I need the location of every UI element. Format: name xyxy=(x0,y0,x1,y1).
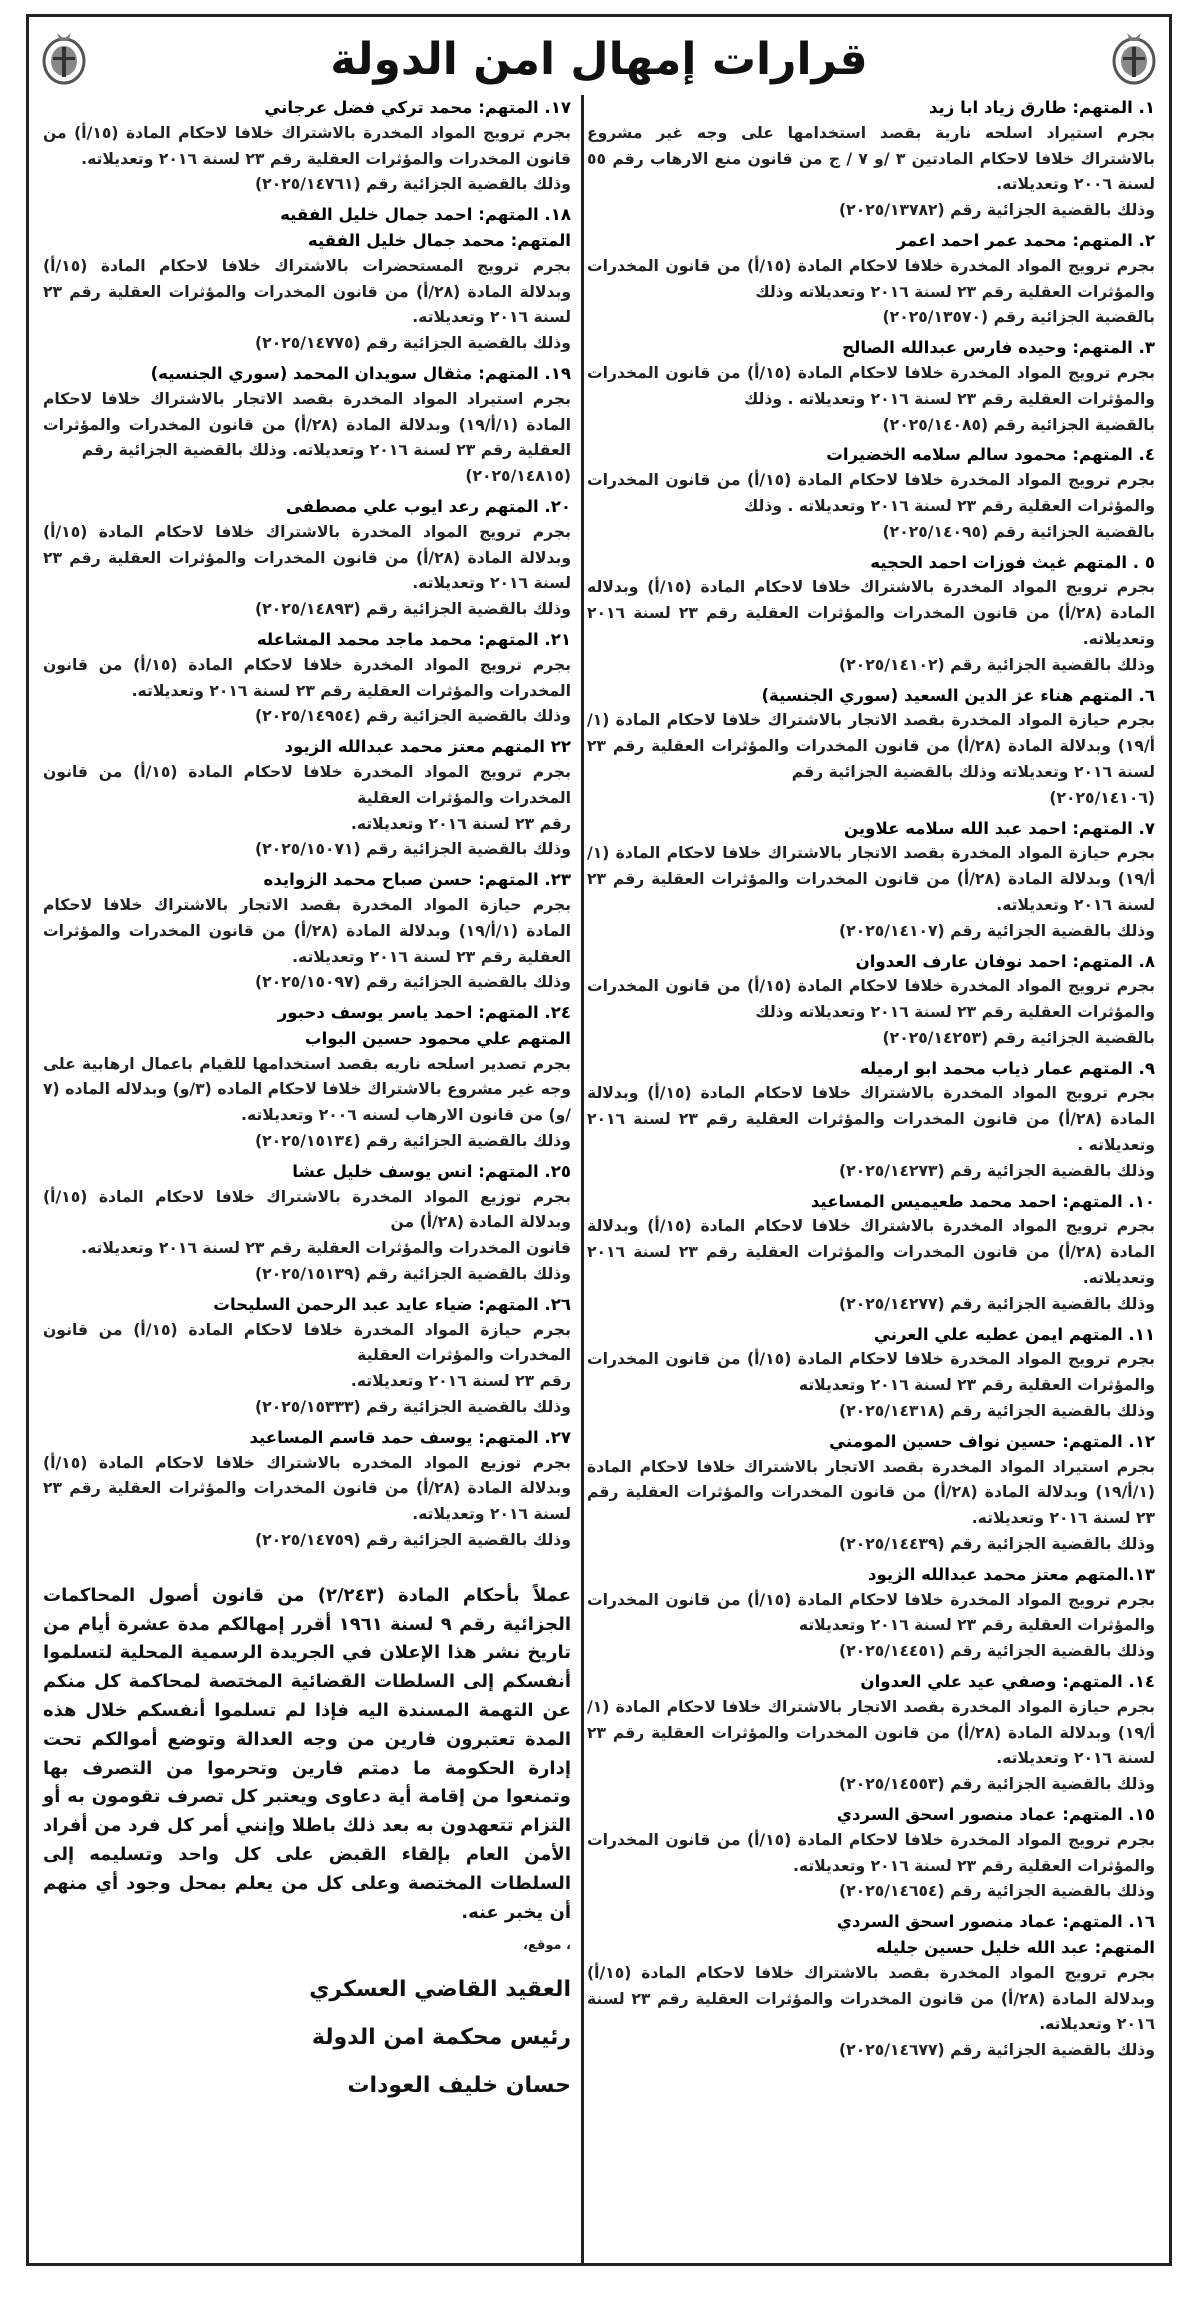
accused-entry xyxy=(587,1909,1155,2064)
case-number: بالقضية الجزائية رقم (٢٠٢٥/١٤٠٨٥) xyxy=(882,415,1155,434)
case-number: وذلك بالقضية الجزائية رقم (٢٠٢٥/١٤١٠٢) xyxy=(839,655,1155,674)
accused-name: ١٩. المتهم: مثقال سويدان المحمد (سوري الجنسيه) xyxy=(150,363,571,383)
charge-text: قانون المخدرات والمؤثرات العقلية رقم ٢٣ لسنة ٢٠١٦ وتعديلاته. xyxy=(81,1239,571,1258)
accused-entry xyxy=(587,335,1155,438)
case-number: وذلك بالقضية الجزائية رقم (٢٠٢٥/١٥٠٩٧) xyxy=(255,973,571,992)
co-accused-name: المتهم: عبد الله خليل حسين جليله xyxy=(876,1937,1155,1957)
court-emblem-icon xyxy=(1109,29,1159,87)
case-number: وذلك بالقضية الجزائية رقم (٢٠٢٥/١٤١٠٧) xyxy=(839,921,1155,940)
charge-text: بجرم توزيع المواد المخدرة بالاشتراك خلافا لاحكام المادة (١٥/أ) وبدلالة المادة (٢٨/أ) من xyxy=(43,1187,571,1232)
charge-text: بجرم ترويج المواد المخدرة خلافا لاحكام المادة (١٥/أ) من قانون المخدرات والمؤثرات العقلية رقم ٢٣ لسنة ٢٠١٦ وتعديلاته xyxy=(587,1350,1156,1395)
case-number: وذلك بالقضية الجزائية رقم (٢٠٢٥/١٥١٣٤) xyxy=(255,1132,571,1151)
charge-text: رقم ٢٣ لسنة ٢٠١٦ وتعديلاته. xyxy=(350,814,571,833)
accused-entry xyxy=(587,442,1155,545)
accused-name: ١٦. المتهم: عماد منصور اسحق السردي xyxy=(836,1912,1155,1932)
charge-text: بجرم ترويج المواد المخدرة خلافا لاحكام المادة (١٥/أ) من قانون المخدرات والمؤثرات العقلية رقم ٢٣ لسنة ٢٠١٦ وتعديلاته وذلك xyxy=(587,256,1156,301)
case-number: وذلك بالقضية الجزائية رقم (٢٠٢٥/١٣٧٨٢) xyxy=(839,201,1155,220)
case-number: (٢٠٢٥/١٤٨١٥) xyxy=(465,467,571,486)
accused-name: ٢٣. المتهم: حسن صباح محمد الزوايده xyxy=(263,870,571,890)
charge-text: بجرم استيراد المواد المخدرة بقصد الاتجار بالاشتراك خلافا لاحكام المادة (١/أ/١٩) وبدلالة المادة (٢٨/أ) من قانون المخدرات والمؤثرات العقلية رقم ٢٣ لسنة ٢٠١٦ وتعديلاته. xyxy=(587,1457,1155,1528)
charge-text: بجرم ترويج المواد المخدرة بقصد بالاشتراك خلافا لاحكام المادة (١٥/أ) وبدلالة المادة (٢٨/أ) من قانون المخدرات والمؤثرات العقلية رقم ٢٣ لسنة ٢٠١٦ وتعديلاته. xyxy=(587,1963,1155,2034)
accused-entry xyxy=(43,734,571,863)
accused-name: ٢. المتهم: محمد عمر احمد اعمر xyxy=(896,230,1155,250)
case-number: وذلك بالقضية الجزائية رقم (٢٠٢٥/١٤٢٧٧) xyxy=(839,1294,1155,1313)
signature-name: حسان خليف العودات xyxy=(347,2072,571,2098)
charge-text: بجرم حيازة المواد المخدرة بقصد الاتجار بالاشتراك خلافا لاحكام المادة (١/أ/١٩) وبدلالة المادة (٢٨/أ) من قانون المخدرات والمؤثرات العقلية رقم ٢٣ لسنة ٢٠١٦ وتعديلاته وذلك بالقضية الجزائية رقم xyxy=(587,711,1155,781)
case-number: بالقضية الجزائية رقم (٢٠٢٥/١٣٥٧٠) xyxy=(882,308,1155,327)
case-number: وذلك بالقضية الجزائية رقم (٢٠٢٥/١٥٣٣٣) xyxy=(255,1398,571,1417)
accused-name: ١٤. المتهم: وصفي عيد علي العدوان xyxy=(860,1672,1155,1692)
accused-entry xyxy=(43,627,571,730)
accused-name: ٢٧. المتهم: يوسف حمد قاسم المساعيد xyxy=(249,1427,571,1447)
co-accused-name: المتهم علي محمود حسين البواب xyxy=(304,1028,571,1048)
charge-text: بجرم ترويج المواد المخدرة خلافا لاحكام المادة (١٥/أ) من قانون المخدرات والمؤثرات العقلية رقم ٢٣ لسنة ٢٠١٦ وتعديلاته. xyxy=(43,655,571,700)
charge-text: بجرم ترويج المواد المخدرة خلافا لاحكام المادة (١٥/أ) من قانون المخدرات والمؤثرات العقلية رقم ٢٣ لسنة ٢٠١٦ وتعديلاته . وذلك xyxy=(587,471,1156,515)
accused-name: ٦. المتهم هناء عز الدين السعيد (سوري الجنسية) xyxy=(761,685,1155,705)
charge-text: بجرم ترويج المواد المخدرة خلافا لاحكام المادة (١٥/أ) من قانون المخدرات والمؤثرات العقلية رقم ٢٣ لسنة ٢٠١٦ وتعديلاته وذلك xyxy=(587,977,1156,1022)
accused-name: ١٧. المتهم: محمد تركي فضل عرجاني xyxy=(264,98,571,117)
charge-text: بجرم ترويج المواد المخدرة بالاشتراك خلافا لاحكام المادة (١٥/أ) وبدلاله المادة (٢٨/أ) من قانون المخدرات والمؤثرات العقلية رقم ٢٣ لسنة ٢٠١٦ وتعديلاته. xyxy=(587,578,1156,648)
case-number: وذلك بالقضية الجزائية رقم (٢٠٢٥/١٤٨٩٣) xyxy=(255,600,571,619)
accused-name: ٢١. المتهم: محمد ماجد محمد المشاعله xyxy=(256,629,571,649)
charge-text: بجرم ترويج المواد المخدرة خلافا لاحكام المادة (١٥/أ) من قانون المخدرات والمؤثرات العقلية رقم ٢٣ لسنة ٢٠١٦ وتعديلاته. xyxy=(587,1830,1156,1875)
accused-name: ٣. المتهم: وحيده فارس عبدالله الصالح xyxy=(842,338,1155,358)
signed-label: ، موقع، xyxy=(523,1938,571,1954)
charge-text: بجرم ترويج المواد المخدرة بالاشتراك خلافا لاحكام المادة (١٥/أ) وبدلالة المادة (٢٨/أ) من قانون المخدرات والمؤثرات العقلية رقم ٢٣ لسنة ٢٠١٦ وتعديلاته. xyxy=(43,522,572,593)
accused-name: ٢٦. المتهم: ضياء عايد عبد الرحمن السليحات xyxy=(213,1294,571,1314)
charge-text: بجرم توزيع المواد المخدره بالاشتراك خلافا لاحكام المادة (١٥/أ) وبدلالة المادة (٢٨/أ) من قانون المخدرات والمؤثرات العقلية رقم ٢٣ لسنة ٢٠١٦ وتعديلاته. xyxy=(43,1453,572,1524)
case-number: وذلك بالقضية الجزائية رقم (٢٠٢٥/١٥٠٧١) xyxy=(255,840,571,859)
case-number: وذلك بالقضية الجزائية رقم (٢٠٢٥/١٤٤٣٩) xyxy=(839,1535,1155,1554)
case-number: وذلك بالقضية الجزائية رقم (٢٠٢٥/١٤٦٥٤) xyxy=(839,1882,1155,1901)
page-title: قرارات إمهال امن الدولة xyxy=(330,33,868,85)
charge-text: بجرم ترويج المواد المخدرة خلافا لاحكام المادة (١٥/أ) من قانون المخدرات والمؤثرات العقلية رقم ٢٣ لسنة ٢٠١٦ وتعديلاته . وذلك xyxy=(587,363,1156,408)
accused-entry xyxy=(43,1000,571,1155)
notice-paragraph: عملاً بأحكام المادة (٢/٢٤٣) من قانون أصول المحاكمات الجزائية رقم ٩ لسنة ١٩٦١ أقرر إمهالكم مدة عشرة أيام من تاريخ نشر هذا الإعلان في الجريدة الرسمية المحلية لتسلموا أنفسكم إلى السلطات القضائية المختصة لمحاكمة كل منكم عن التهمة المسندة اليه فإذا لم تسلموا أنفسكم خلال هذه المدة تعتبرون فارين من وجه العدالة وتوضع أموالكم تحت إدارة الحكومة ما دمتم فارين وتحرموا من التصرف بها وتمنعوا من إقامة أية دعاوى ويعتبر كل تصرف تقومون به أو التزام تتعهدون به بعد ذلك باطلا وإنني أمر كل فرد من أفراد الأمن العام بإلقاء القبض على كل واحد وتسليمه إلى السلطات المختصة وعلى كل من يعلم بمحل وجود أي منهم أن يخبر عنه. xyxy=(43,1584,572,1923)
accused-entry xyxy=(43,1292,571,1421)
column-divider xyxy=(581,95,584,2263)
court-emblem-icon xyxy=(39,29,89,87)
announcement-header xyxy=(29,17,1169,95)
case-number: وذلك بالقضية الجزائية رقم (٢٠٢٥/١٤٥٥٣) xyxy=(839,1775,1155,1794)
charge-text: بجرم حيازة المواد المخدرة خلافا لاحكام المادة (١٥/أ) من قانون المخدرات والمؤثرات العقلية xyxy=(43,1320,571,1365)
charge-text: بجرم ترويج المواد المخدرة بالاشتراك خلافا لاحكام المادة (١٥/أ) وبدلالة المادة (٢٨/أ) من قانون المخدرات والمؤثرات العقلية رقم ٢٣ لسنة ٢٠١٦ وتعديلاته. xyxy=(587,1217,1156,1288)
accused-entry xyxy=(587,1189,1155,1318)
accused-entry xyxy=(587,228,1155,331)
accused-name: ٢٥. المتهم: انس يوسف خليل عشا xyxy=(292,1161,571,1181)
accused-entry xyxy=(587,1562,1155,1665)
charge-text: بجرم ترويج المواد المخدرة بالاشتراك خلافا لاحكام المادة (١٥/أ) وبدلالة المادة (٢٨/أ) من قانون المخدرات والمؤثرات العقلية رقم ٢٣ لسنة ٢٠١٦ وتعديلاته . xyxy=(587,1084,1156,1155)
charge-text: بجرم ترويج المواد المخدرة خلافا لاحكام المادة (١٥/أ) من قانون المخدرات والمؤثرات العقلية رقم ٢٣ لسنة ٢٠١٦ وتعديلاته xyxy=(587,1590,1156,1635)
charge-text: بجرم حيازة المواد المخدرة بقصد الاتجار بالاشتراك خلافا لاحكام المادة (١/أ/١٩) وبدلالة المادة (٢٨/أ) من قانون المخدرات والمؤثرات العقلية رقم ٢٣ لسنة ٢٠١٦ وتعديلاته. xyxy=(587,844,1155,914)
accused-name: ٧. المتهم: احمد عبد الله سلامه علاوين xyxy=(844,818,1155,838)
accused-entry xyxy=(587,95,1155,224)
charge-text: بجرم حيازة المواد المخدرة بقصد الاتجار بالاشتراك خلافا لاحكام المادة (١/أ/١٩) وبدلالة المادة (٢٨/أ) من قانون المخدرات والمؤثرات العقلية رقم ٢٣ لسنة ٢٠١٦ وتعديلاته. xyxy=(587,1697,1155,1768)
charge-text: بجرم استيراد المواد المخدرة بقصد الاتجار بالاشتراك خلافا لاحكام المادة (١/أ/١٩) وبدلالة المادة (٢٨/أ) من قانون المخدرات والمؤثرات العقلية رقم ٢٣ لسنة ٢٠١٦ وتعديلاته. وذلك بالقضية الجزائية رقم xyxy=(43,389,571,460)
case-number: وذلك بالقضية الجزائية رقم (٢٠٢٥/١٤٦٧٧) xyxy=(839,2041,1155,2060)
accused-entry xyxy=(587,1056,1155,1185)
case-number: بالقضية الجزائية رقم (٢٠٢٥/١٤٢٥٣) xyxy=(882,1028,1155,1047)
accused-name: ١٣.المتهم معتز محمد عبدالله الزيود xyxy=(868,1564,1155,1584)
accused-name: ١٢. المتهم: حسين نواف حسين المومني xyxy=(829,1431,1155,1451)
accused-entry xyxy=(587,816,1155,945)
accused-entry xyxy=(587,949,1155,1052)
announcement-frame xyxy=(26,14,1172,2266)
accused-name: ٢٠. المتهم رعد ايوب علي مصطفى xyxy=(285,496,571,516)
accused-name: ٨. المتهم: احمد نوفان عارف العدوان xyxy=(855,951,1155,971)
charge-text: بجرم استيراد اسلحه نارية بقصد استخدامها على وجه غير مشروع بالاشتراك خلافا لاحكام المادتين ٣ /و ٧ / ج من قانون منع الارهاب رقم ٥٥ لسنة ٢٠٠٦ وتعديلاته. xyxy=(587,123,1155,194)
charge-text: بجرم تصدير اسلحه ناريه بقصد استخدامها للقيام باعمال ارهابية على وجه غير مشروع بالاشتراك خلافا لاحكام الماده (٣/و) وبدلاله الماده (٧ /و) من قانون الارهاب لسنه ٢٠٠٦ وتعديلاته. xyxy=(43,1054,571,1125)
left-column xyxy=(43,95,571,2121)
accused-name: ١٥. المتهم: عماد منصور اسحق السردي xyxy=(836,1805,1155,1824)
signature-rank: العقيد القاضي العسكري xyxy=(309,1977,571,2003)
accused-name: ٢٢ المتهم معتز محمد عبدالله الزيود xyxy=(284,737,571,757)
co-accused-name: المتهم: محمد جمال خليل الفقيه xyxy=(307,230,571,250)
case-number: وذلك بالقضية الجزائية رقم (٢٠٢٥/١٤٧٦١) xyxy=(255,175,571,194)
accused-name: ٥ . المتهم غيث فوزات احمد الحجيه xyxy=(870,552,1155,572)
accused-name: ٩. المتهم عمار ذياب محمد ابو ارميله xyxy=(859,1058,1155,1078)
accused-entry xyxy=(43,95,571,198)
accused-entry xyxy=(587,1429,1155,1558)
case-number: بالقضية الجزائية رقم (٢٠٢٥/١٤٠٩٥) xyxy=(882,522,1155,541)
charge-text: رقم ٢٣ لسنة ٢٠١٦ وتعديلاته. xyxy=(350,1372,571,1391)
accused-entry xyxy=(587,550,1155,679)
accused-entry xyxy=(43,202,571,357)
accused-name: ١١. المتهم ايمن عطيه علي العرني xyxy=(873,1324,1155,1344)
case-number: وذلك بالقضية الجزائية رقم (٢٠٢٥/١٤٩٥٤) xyxy=(255,707,571,726)
accused-entry xyxy=(43,1425,571,1554)
case-number: وذلك بالقضية الجزائية رقم (٢٠٢٥/١٤٤٥١) xyxy=(839,1642,1155,1661)
accused-name: ١٨. المتهم: احمد جمال خليل الفقيه xyxy=(280,205,571,225)
case-number: وذلك بالقضية الجزائية رقم (٢٠٢٥/١٤٢٧٣) xyxy=(839,1161,1155,1180)
case-number: وذلك بالقضية الجزائية رقم (٢٠٢٥/١٤٣١٨) xyxy=(839,1402,1155,1421)
case-number: (٢٠٢٥/١٤١٠٦) xyxy=(1049,788,1155,807)
accused-entry xyxy=(587,1322,1155,1425)
accused-entry xyxy=(587,1802,1155,1905)
charge-text: بجرم ترويج المواد المخدرة بالاشتراك خلافا لاحكام المادة (١٥/أ) من قانون المخدرات والمؤثرات العقلية رقم ٢٣ لسنة ٢٠١٦ وتعديلاته. xyxy=(43,123,571,168)
accused-name: ١. المتهم: طارق زياد ابا زيد xyxy=(928,98,1155,117)
case-number: وذلك بالقضية الجزائية رقم (٢٠٢٥/١٥١٣٩) xyxy=(255,1265,571,1284)
accused-entry xyxy=(587,683,1155,812)
charge-text: بجرم حيازة المواد المخدرة بقصد الاتجار بالاشتراك خلافا لاحكام المادة (١/أ/١٩) وبدلالة المادة (٢٨/أ) من قانون المخدرات والمؤثرات العقلية رقم ٢٣ لسنة ٢٠١٦ وتعديلاته. xyxy=(43,895,571,966)
accused-entry xyxy=(43,867,571,996)
case-number: وذلك بالقضية الجزائية رقم (٢٠٢٥/١٤٧٥٩) xyxy=(255,1531,571,1550)
accused-name: ٤. المتهم: محمود سالم سلامه الخضيرات xyxy=(826,445,1155,465)
charge-text: بجرم ترويج المواد المخدرة خلافا لاحكام المادة (١٥/أ) من قانون المخدرات والمؤثرات العقلية xyxy=(43,762,571,807)
accused-entry xyxy=(43,494,571,623)
accused-entry xyxy=(43,1159,571,1288)
case-number: وذلك بالقضية الجزائية رقم (٢٠٢٥/١٤٧٧٥) xyxy=(255,334,571,353)
accused-entry xyxy=(43,361,571,490)
charge-text: بجرم ترويج المستحضرات بالاشتراك خلافا لاحكام المادة (١٥/أ) وبدلالة المادة (٢٨/أ) من قانون المخدرات والمؤثرات العقلية رقم ٢٣ لسنة ٢٠١٦ وتعديلاته. xyxy=(43,256,572,327)
accused-name: ١٠. المتهم: احمد محمد طعيميس المساعيد xyxy=(810,1191,1155,1211)
right-column xyxy=(587,95,1155,2068)
accused-entry xyxy=(587,1669,1155,1798)
signature-position: رئيس محكمة امن الدولة xyxy=(311,2024,571,2050)
accused-name: ٢٤. المتهم: احمد ياسر يوسف دحبور xyxy=(277,1003,571,1023)
